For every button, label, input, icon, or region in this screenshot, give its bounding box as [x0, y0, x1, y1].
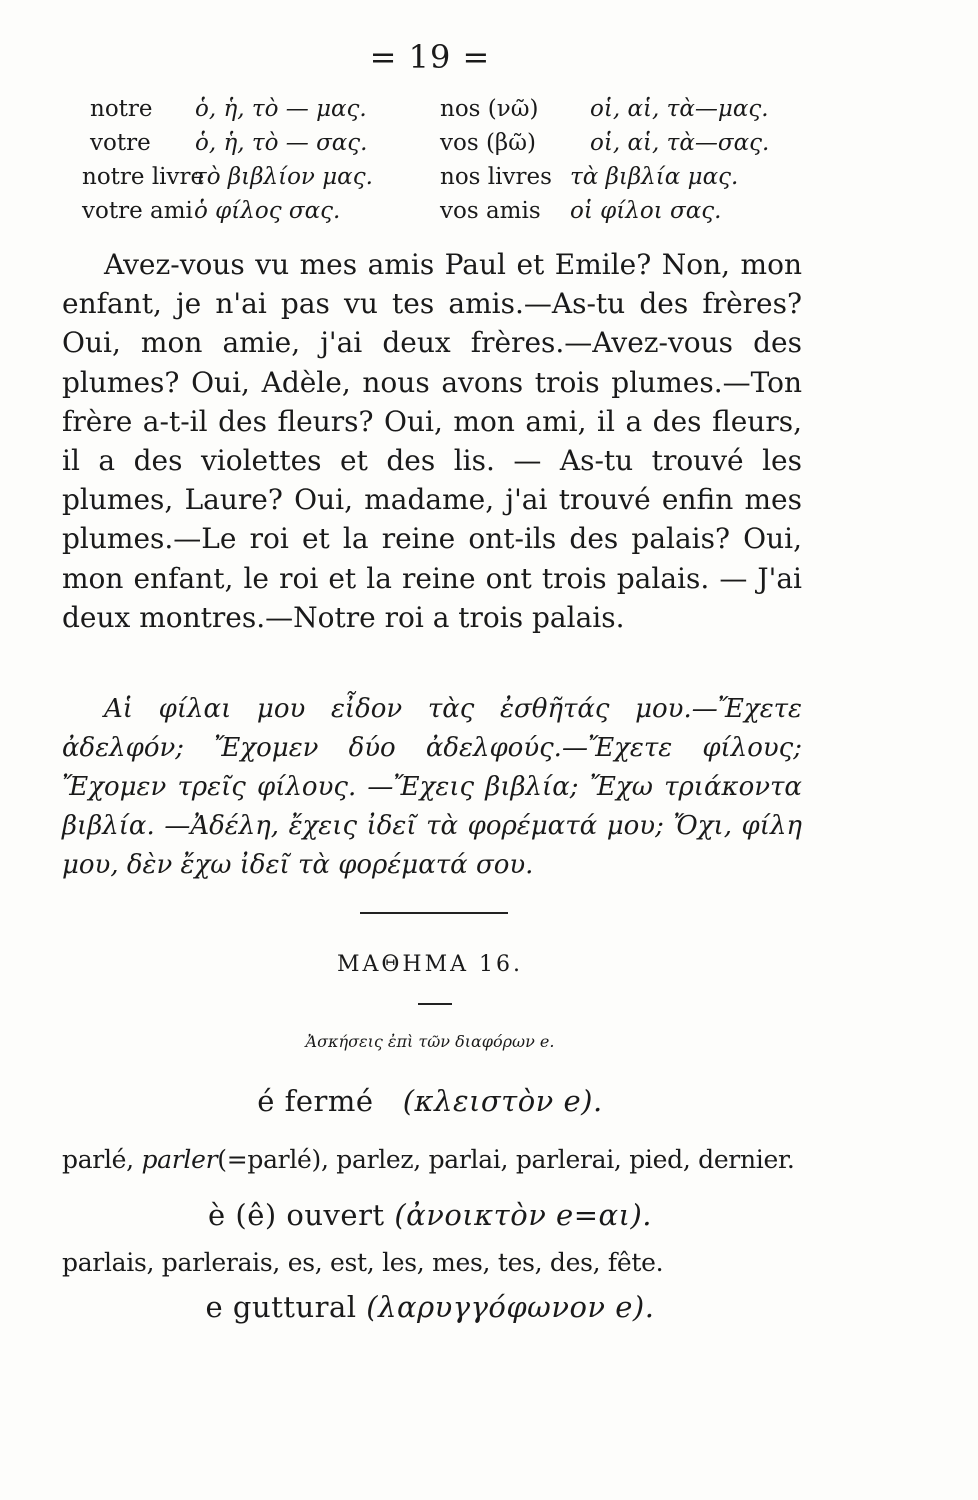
- sound-heading-e-ferme: [0, 1084, 860, 1118]
- greek-plural: οἱ, αἱ, τὰ—σας.: [590, 130, 770, 156]
- possessive-pronoun-table: [82, 92, 830, 228]
- greek-plural: τὰ βιβλία μας.: [570, 164, 739, 190]
- french-singular: votre: [90, 130, 151, 156]
- pronoun-row: [82, 194, 830, 228]
- heading-french: é fermé: [257, 1084, 374, 1118]
- greek-singular: ὁ φίλος σας.: [194, 198, 341, 224]
- word-list-start: parlé,: [62, 1145, 142, 1174]
- word-list-e-ferme: [62, 1145, 802, 1174]
- pronoun-row: [90, 126, 830, 160]
- word-list-italic: parler: [141, 1145, 218, 1174]
- lesson-title: ΜΑΘΗΜΑ 16.: [336, 952, 524, 977]
- word-list-rest: (=parlé), parlez, parlai, parlerai, pied, dernier.: [217, 1145, 795, 1174]
- heading-greek: (κλειστὸν e).: [402, 1084, 603, 1118]
- word-list-e-ouvert: parlais, parlerais, es, est, les, mes, tes, des, fête.: [62, 1248, 664, 1277]
- greek-plural: οἱ, αἱ, τὰ—μας.: [590, 96, 769, 122]
- title-underline: [418, 1003, 452, 1005]
- french-plural: nos (νῶ): [440, 96, 539, 122]
- heading-french: è (ê) ouvert: [208, 1198, 385, 1232]
- greek-exercise-paragraph: Αἱ φίλαι μου εἶδον τὰς ἐσθῆτάς μου.—Ἔχετε ἀδελφόν; Ἔχομεν δύο ἀδελφούς.—Ἔχετε φίλους; Ἔχομεν τρεῖς φίλους. —Ἔχεις βιβλία; Ἔχω τριάκοντα βιβλία. —Ἀδέλη, ἔχεις ἰδεῖ τὰ φορέματά μου; Ὄχι, φίλη μου, δὲν ἔχω ἰδεῖ τὰ φορέματά σου.: [62, 694, 802, 880]
- pronoun-row: [82, 160, 830, 194]
- french-plural: nos livres: [440, 164, 552, 190]
- sound-heading-e-guttural: [0, 1290, 860, 1324]
- french-plural: vos amis: [440, 198, 541, 224]
- greek-plural: οἱ φίλοι σας.: [570, 198, 722, 224]
- french-exercise-paragraph: Avez-vous vu mes amis Paul et Emile? Non, mon enfant, je n'ai pas vu tes amis.—As-tu des frères? Oui, mon amie, j'ai deux frères.—Avez-vous des plumes? Oui, Adèle, nous avons trois plumes.—Ton frère a-t-il des fleurs? Oui, mon ami, il a des fleurs, il a des violettes et des lis. — As-tu trouvé les plumes, Laure? Oui, madame, j'ai trouvé enfin mes plumes.—Le roi et la reine ont-ils des palais? Oui, mon enfant, le roi et la reine ont trois palais. — J'ai deux montres.—Notre roi a trois palais.: [62, 248, 802, 634]
- greek-singular: ὁ, ἡ, τὸ — σας.: [195, 130, 368, 156]
- heading-greek: (λαρυγγόφωνον e).: [366, 1290, 655, 1324]
- exercise-subtitle: Ἀσκήσεις ἐπὶ τῶν διαφόρων e.: [305, 1032, 555, 1051]
- heading-greek: (ἀνοικτὸν e=αι).: [394, 1198, 652, 1232]
- french-singular: votre ami: [82, 198, 193, 224]
- french-singular: notre: [90, 96, 153, 122]
- heading-french: e guttural: [205, 1290, 357, 1324]
- greek-singular: ὁ, ἡ, τὸ — μας.: [195, 96, 367, 122]
- page-number: = 19 =: [369, 38, 491, 76]
- french-singular: notre livre: [82, 164, 205, 190]
- pronoun-row: [90, 92, 830, 126]
- section-divider: [360, 912, 508, 914]
- sound-heading-e-ouvert: [0, 1198, 860, 1232]
- french-plural: vos (βῶ): [440, 130, 536, 156]
- greek-singular: τὸ βιβλίον μας.: [194, 164, 373, 190]
